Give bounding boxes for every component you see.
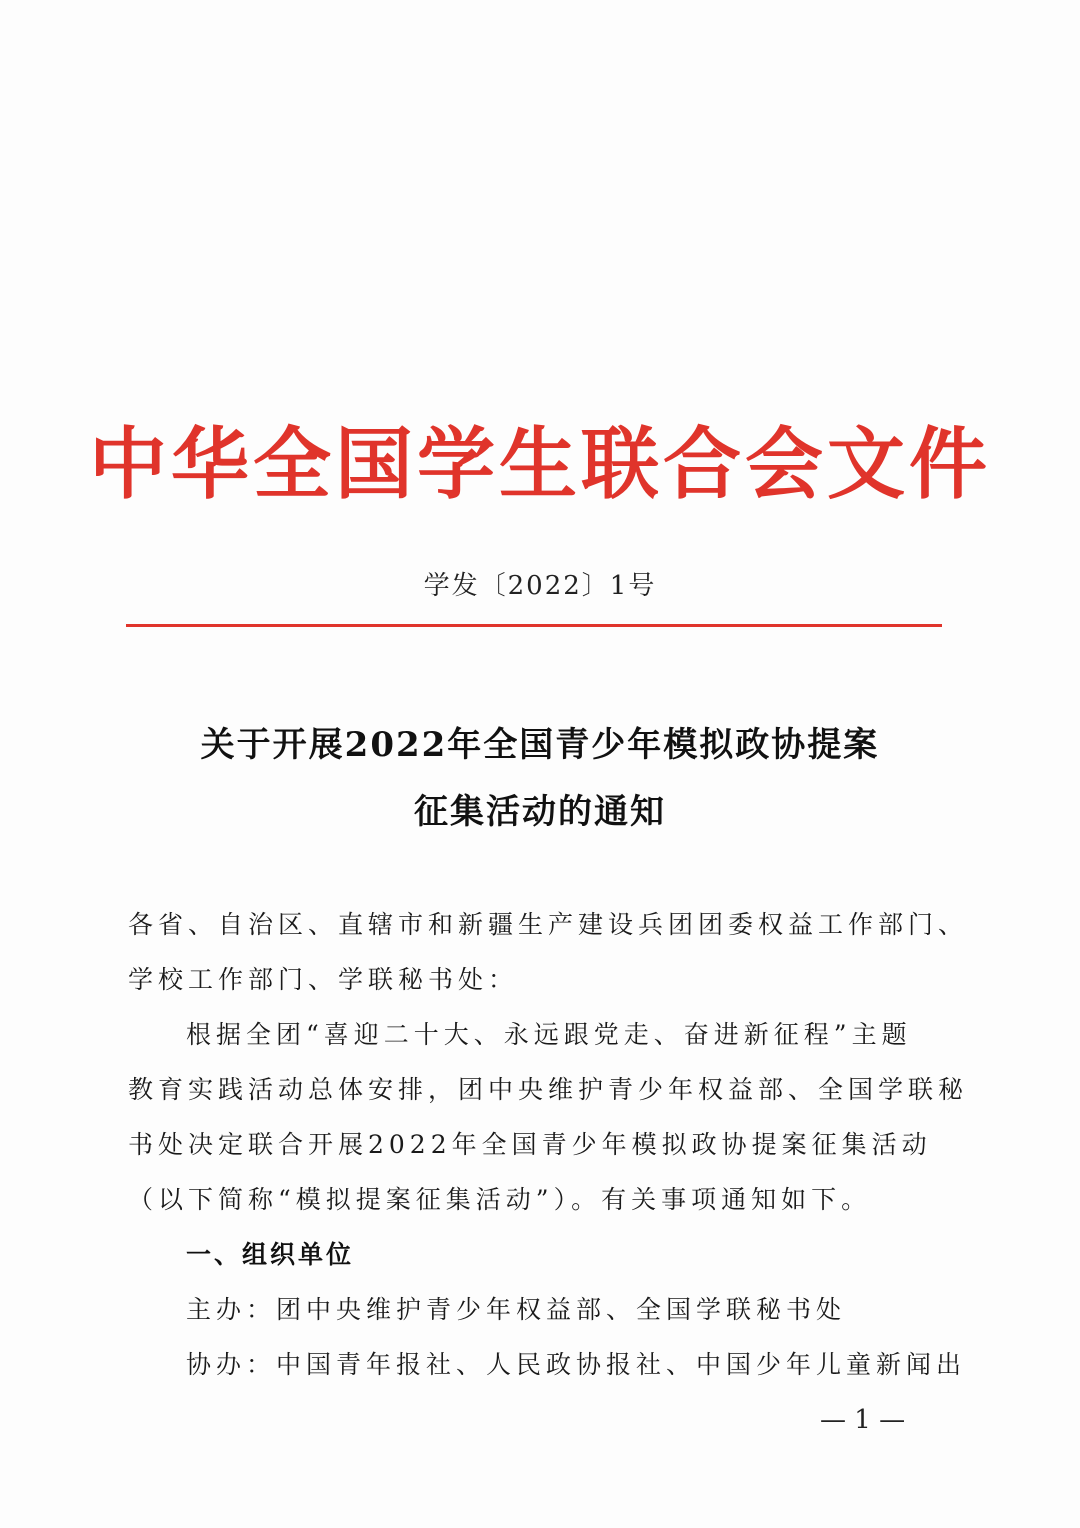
page-number: — 1 —: [820, 1405, 906, 1435]
paragraph-1-line-1: 根据全团“喜迎二十大、永远跟党走、奋进新征程”主题: [186, 1020, 912, 1049]
masthead-title: 中华全国学生联合会文件: [88, 420, 991, 510]
section-1-heading: 一、组织单位: [186, 1240, 355, 1269]
paragraph-1-line-4: （以下简称“模拟提案征集活动”）。有关事项通知如下。: [128, 1185, 872, 1214]
paragraph-1-line-2: 教育实践活动总体安排，团中央维护青少年权益部、全国学联秘: [128, 1075, 969, 1104]
notice-title-line-2: 征集活动的通知: [414, 792, 666, 832]
addressee-line-2: 学校工作部门、学联秘书处：: [128, 965, 519, 994]
host-organizer-line: 主办：团中央维护青少年权益部、全国学联秘书处: [186, 1295, 847, 1324]
red-divider-line: [126, 624, 942, 627]
document-number: 学发〔2022〕1号: [423, 571, 657, 601]
addressee-line-1: 各省、自治区、直辖市和新疆生产建设兵团团委权益工作部门、: [128, 910, 969, 939]
paragraph-1-line-3: 书处决定联合开展2022年全国青少年模拟政协提案征集活动: [128, 1130, 932, 1159]
notice-title-line-1: 关于开展2022年全国青少年模拟政协提案: [200, 725, 880, 765]
co-organizer-line: 协办：中国青年报社、人民政协报社、中国少年儿童新闻出: [186, 1350, 967, 1379]
